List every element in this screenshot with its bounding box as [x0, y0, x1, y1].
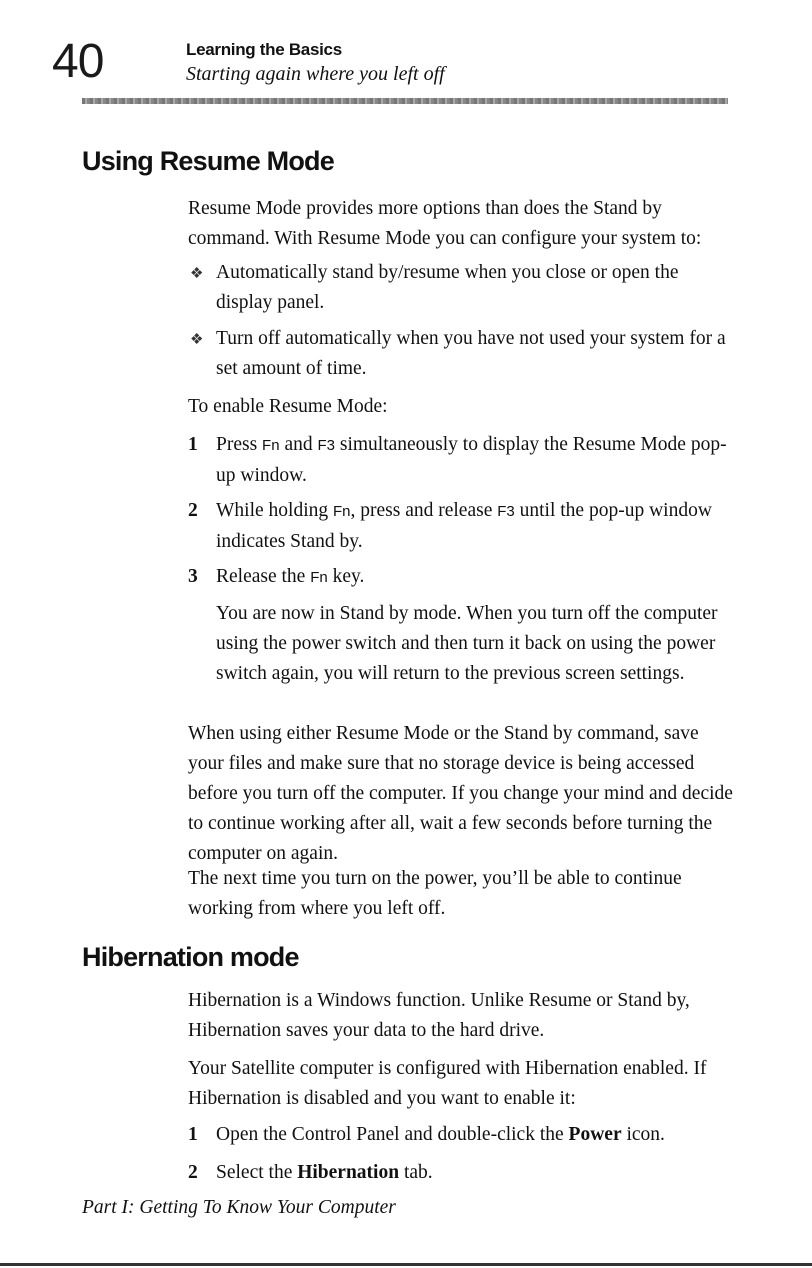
bottom-border — [0, 1263, 812, 1266]
step-text: Release the Fn key. — [216, 566, 365, 587]
hibernation-term: Hibernation — [297, 1162, 400, 1183]
resume-intro: Resume Mode provides more options than does the Stand by command. With Resume Mode you can configure your system to: — [188, 198, 702, 249]
step-text: While holding Fn, press and release F3 until the pop-up window indicates Stand by. — [216, 500, 712, 552]
hibernation-config: Your Satellite computer is configured with Hibernation enabled. If Hibernation is disabled and you want to enable it: — [188, 1058, 707, 1109]
enable-intro: To enable Resume Mode: — [188, 396, 388, 417]
key-f3: F3 — [497, 503, 515, 520]
power-term: Power — [568, 1124, 622, 1145]
section-heading-hibernation: Hibernation mode — [82, 942, 299, 972]
page-number: 40 — [52, 35, 104, 88]
step-number: 1 — [188, 434, 198, 455]
key-fn: Fn — [332, 503, 351, 520]
bullet-item: Automatically stand by/resume when you close or open the display panel. — [216, 262, 679, 313]
step-number: 2 — [188, 500, 198, 521]
section-heading-resume: Using Resume Mode — [82, 146, 334, 176]
key-fn: Fn — [310, 569, 328, 586]
step-text: Press Fn and F3 simultaneously to display the Resume Mode pop-up window. — [216, 434, 727, 486]
step-number: 2 — [188, 1162, 198, 1183]
step-note: You are now in Stand by mode. When you turn off the computer using the power switch and then turn it back on using the power switch again, you will return to the previous screen settings. — [216, 603, 718, 684]
step-number: 3 — [188, 566, 198, 587]
step-text: Open the Control Panel and double-click the Power icon. — [216, 1124, 665, 1145]
header-rule — [82, 98, 728, 104]
key-fn: Fn — [262, 437, 280, 454]
key-f3: F3 — [317, 437, 335, 454]
next-time-note: The next time you turn on the power, you’ll be able to continue working from where you left off. — [188, 868, 682, 919]
save-warning: When using either Resume Mode or the Stand by command, save your files and make sure that no storage device is being accessed before you turn off the computer. If you change your mind and decide to continue working after all, wait a few seconds before turning the computer on again. — [188, 723, 733, 864]
step-number: 1 — [188, 1124, 198, 1145]
hibernation-intro: Hibernation is a Windows function. Unlike Resume or Stand by, Hibernation saves your data to the hard drive. — [188, 990, 690, 1041]
step-text: Select the Hibernation tab. — [216, 1162, 433, 1183]
bullet-icon: ❖ — [190, 266, 204, 282]
section-subtitle: Starting again where you left off — [186, 63, 445, 85]
bullet-icon: ❖ — [190, 332, 204, 348]
bullet-item: Turn off automatically when you have not used your system for a set amount of time. — [216, 328, 726, 379]
page-footer: Part I: Getting To Know Your Computer — [82, 1197, 396, 1218]
chapter-title: Learning the Basics — [186, 40, 342, 59]
